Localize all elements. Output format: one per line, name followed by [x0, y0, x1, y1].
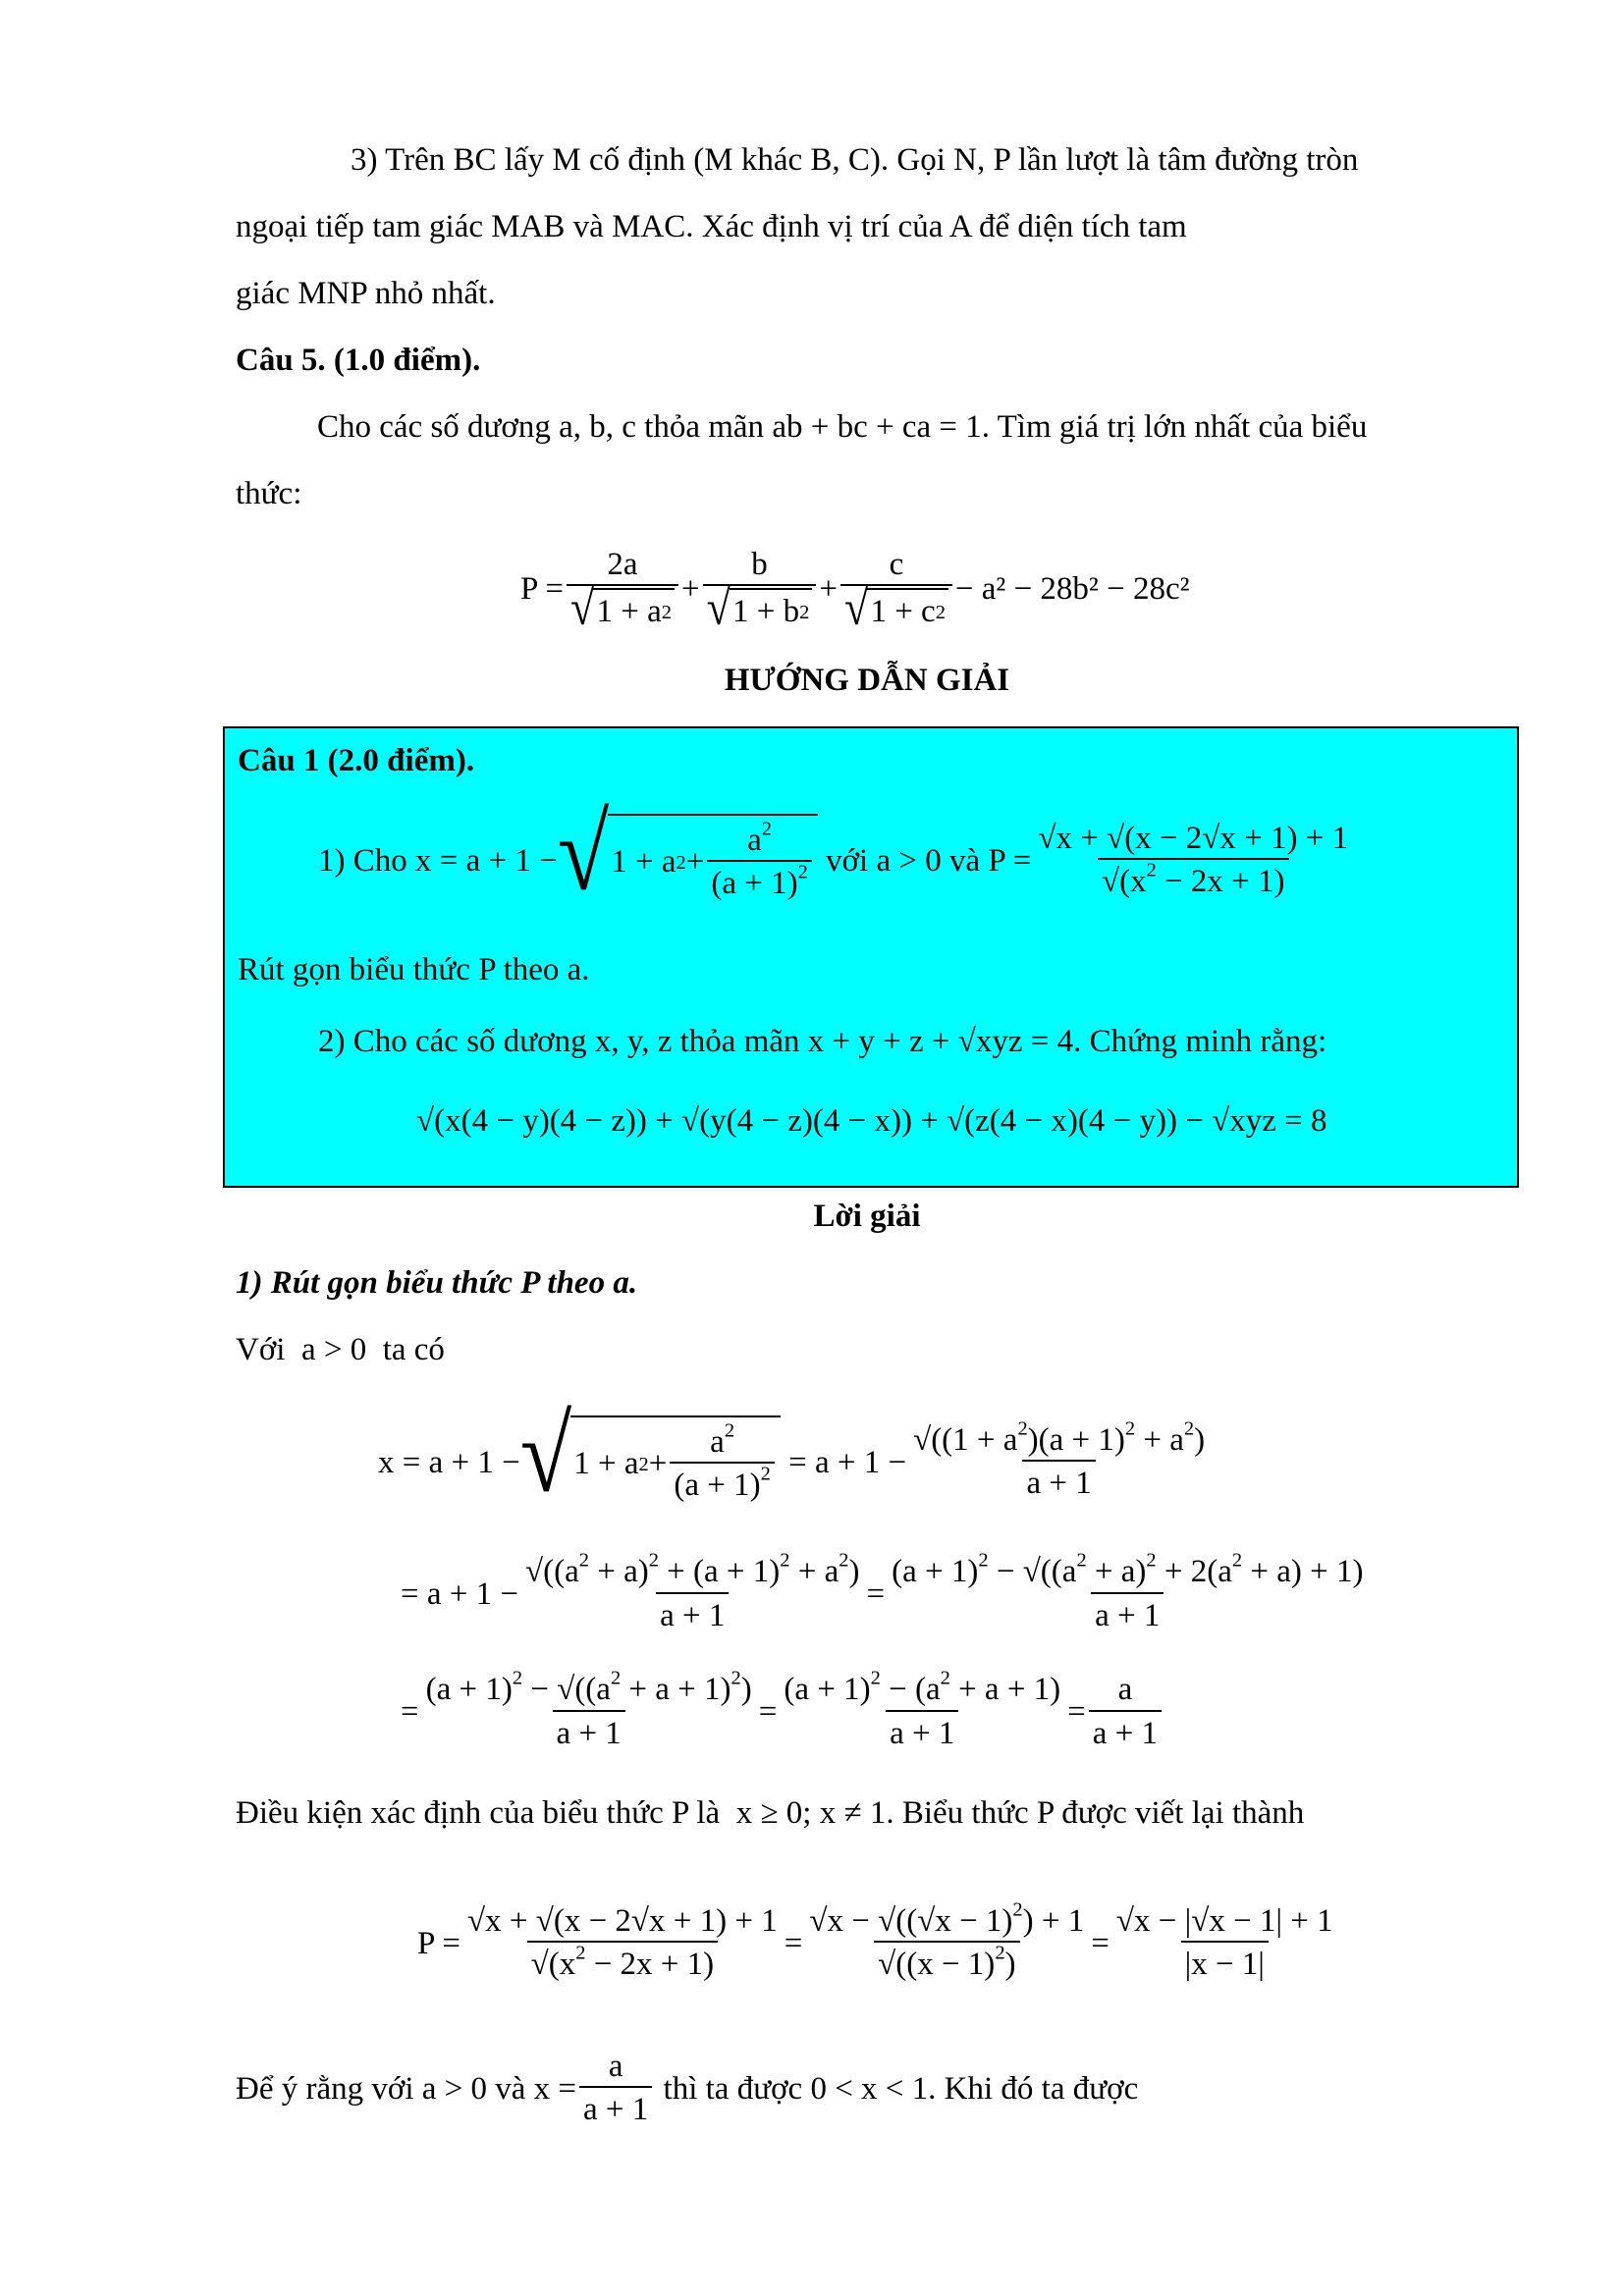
part2-result: = 8 [1284, 1102, 1327, 1139]
cau5-ask: . Tìm giá trị lớn nhất của biểu [981, 409, 1368, 445]
p-fraction: $\frac{√x + √(x - 2√x + 1) + 1}{√(x^2 - 2x + 1)}$ [1034, 820, 1352, 903]
cau5-condition: ab + bc + ca = 1 [772, 409, 982, 445]
term-b: b √ 1 + b 2 [703, 546, 817, 633]
with-text: Với [236, 1332, 286, 1367]
term-c: c √ 1 + c 2 [840, 546, 952, 633]
with-tail: ta có [382, 1332, 445, 1367]
box-part2-identity: √(x(4 − y)(4 − z)) + √(y(4 − z)(4 − x)) + √(z(4 − x)(4 − y)) − √xyz = 8 [416, 1102, 1327, 1139]
cau5-formula: P = 2a √ 1 + a 2 + b √ 1 + b 2 + c √ 1 + c 2 − a² − 28b² − 28c² [520, 546, 1190, 636]
part1-prefix: 1) Cho [318, 842, 407, 879]
cau5-intro: Cho các số dương a, b, c thỏa mãn [317, 409, 765, 445]
with-cond: a > 0 [300, 1332, 367, 1367]
part2-tail: . Chứng minh rằng: [1073, 1024, 1327, 1059]
domain-tail: . Biểu thức P được viết lại thành [886, 1795, 1305, 1831]
note-range: 0 < x < 1 [810, 2070, 929, 2107]
cau5-heading: Câu 5. (1.0 điểm). [236, 343, 481, 378]
problem4-part3-line1: 3) Trên BC lấy M cố định (M khác B, C). Gọi N, P lần lượt là tâm đường tròn [351, 142, 1359, 178]
box-part2 [318, 1021, 1326, 1062]
line2-text: ngoại tiếp tam giác MAB và MAC. Xác định vị trí của A để diện tích tam [236, 209, 1187, 244]
domain-text: Điều kiện xác định của biểu thức P là [236, 1795, 721, 1831]
note-cond: a > 0 [421, 2070, 487, 2107]
cau5-intro-line [317, 406, 1367, 448]
box-heading: Câu 1 (2.0 điểm). [238, 743, 475, 778]
solution-sub1: 1) Rút gọn biểu thức P theo a. [236, 1265, 638, 1301]
derivation-line3: = $\frac{(a + 1)^2 - √((a^2 + a + 1)^2)}{a + 1}$ = $\frac{(a + 1)^2 - (a^2 + a + 1)}{a + 1}$ = $\frac{a}{a + 1}$ [401, 1651, 1164, 1774]
solution-title: Lời giải [813, 1199, 921, 1234]
domain-cond: x ≥ 0; x ≠ 1 [735, 1795, 887, 1831]
note-tail: . Khi đó ta được [928, 2070, 1139, 2107]
x-radical: √ 1 + a 2 + $\frac{a^2}{(a + 1)^2}$ [558, 814, 818, 908]
cau5-ask2: thức: [236, 476, 302, 511]
part2-cond: x + y + z + √xyz = 4 [807, 1024, 1074, 1059]
problem4-part3-line2 [236, 206, 1492, 247]
cau5-formula-label: P = [520, 570, 564, 607]
problem-box [223, 726, 1519, 1188]
domain-line [236, 1792, 1304, 1834]
note-line: Để ý rằng với a > 0 và x = $\frac{a}{a + 1}$ thì ta được 0 < x < 1 . Khi đó ta được [236, 2040, 1138, 2138]
part1-mid: với a > 0 và [826, 842, 981, 879]
part2-text: 2) Cho các số dương x, y, z thỏa mãn [318, 1024, 800, 1059]
note-prefix: Để ý rằng với [236, 2070, 414, 2107]
guide-title: HƯỚNG DẪN GIẢI [724, 663, 1010, 698]
note-then: thì ta được [663, 2070, 803, 2107]
note-and: và [495, 2070, 526, 2107]
derivation-line2: = a + 1 − $\frac{√((a^2 + a)^2 + (a + 1)^2 + a^2)}{a + 1}$ = $\frac{(a + 1)^2 - √((a^2 + a)^2 + 2(a^2 + a) + 1)}{a + 1}$ [401, 1533, 1370, 1656]
solution-with [236, 1329, 445, 1370]
box-part1: 1) Cho x = a + 1 − √ 1 + a 2 + $\frac{a^2}{(a + 1)^2}$ với a > 0 và P = $\frac{√x + √(x - 2√x + 1) + 1}{√(x^2 - 2x + 1)}$ [318, 807, 1355, 915]
problem4-part3-line3: giác MNP nhỏ nhất. [236, 276, 496, 311]
part1-task: Rút gọn biểu thức P theo a. [238, 952, 590, 988]
derivation-line1: x = a + 1 − √ 1 + a 2 + $\frac{a^2}{(a + 1)^2}$ = a + 1 − $\frac{√((1 + a^2)(a + 1)^2 + a^2)}{a + 1}$ [378, 1394, 1206, 1515]
p-rewrite: P = $\frac{√x + √(x - 2√x + 1) + 1}{√(x^2 - 2x + 1)}$ = $\frac{√x - √((√x - 1)^2) + 1}{√((x - 1)^2)}$ = $\frac{√x - |√x - 1| + 1}{|x - 1|}$ [417, 1865, 1340, 2022]
cau5-formula-tail: − a² − 28b² − 28c² [954, 570, 1190, 607]
term-2a: 2a √ 1 + a 2 [567, 546, 678, 633]
